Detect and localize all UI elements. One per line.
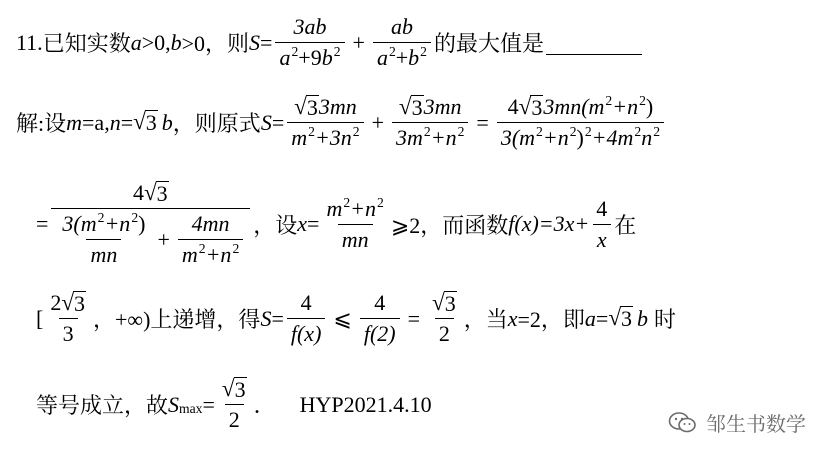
big-fraction: [51, 180, 250, 268]
nc: ): [645, 94, 654, 119]
plus: +: [371, 109, 385, 135]
den-mid: +9: [298, 45, 322, 70]
sq: 2: [605, 93, 613, 109]
var-S: S: [260, 109, 272, 135]
x-def: [322, 196, 387, 253]
sqrt: √ 3: [133, 108, 157, 136]
two-sqrt3-over-3: [46, 290, 90, 347]
s3d: 2: [435, 318, 454, 347]
fn: 4: [300, 290, 312, 315]
frac1-den: [275, 42, 344, 71]
dot: ．: [253, 393, 276, 418]
var-b: b: [637, 305, 649, 331]
den-mid: +: [395, 45, 409, 70]
sq: 2: [377, 194, 384, 210]
sq: 2: [388, 44, 396, 60]
var-a: a: [584, 305, 596, 331]
i2d: m: [181, 242, 198, 267]
conclusion-text: 等号成立，故: [36, 393, 169, 418]
sqrt3-over-2: [428, 290, 461, 347]
f-den: x: [593, 224, 611, 253]
two: 2: [50, 290, 62, 315]
fx: (x)=3x+: [514, 211, 590, 236]
var-x: x: [297, 211, 308, 236]
i1c: ): [138, 211, 146, 236]
sq: 2: [308, 124, 315, 140]
var-n: n: [109, 109, 121, 135]
sq: 2: [634, 124, 642, 140]
radicand: 3: [411, 95, 423, 120]
dp: +3n: [314, 125, 352, 150]
var-b: b: [170, 29, 182, 55]
fd2: f(2): [360, 318, 400, 347]
date-tag: HYP2021.4.10: [299, 391, 432, 417]
radicand: 3: [234, 377, 246, 402]
xp: +n: [350, 195, 377, 221]
var-m: m: [66, 109, 83, 135]
sq: 2: [131, 210, 139, 226]
inner-frac-1: [58, 211, 149, 268]
s3n: √ 3: [432, 289, 456, 316]
eq: =: [271, 109, 285, 135]
d: 3m: [396, 125, 423, 150]
solution-head: 解:设: [16, 111, 67, 136]
eq: =: [407, 305, 421, 331]
i1-den: mn: [86, 239, 121, 268]
time: 时: [654, 307, 677, 332]
i2p: +n: [205, 242, 232, 267]
var-b: b: [161, 109, 173, 135]
xd-num: [322, 196, 387, 224]
frac2-den: [373, 42, 431, 71]
dp: +n: [430, 125, 457, 150]
fA-num: √ 3 3mn: [294, 93, 357, 120]
var-x: x: [507, 305, 518, 331]
f-num: 4: [596, 195, 608, 221]
watermark: [668, 408, 806, 437]
mn: 3mn: [318, 94, 357, 119]
sq: 2: [198, 241, 206, 257]
xd-den: mn: [338, 224, 373, 253]
sq: 2: [420, 44, 427, 60]
frac-B: [392, 94, 468, 151]
i1n: 3(m: [62, 211, 97, 236]
sq: 2: [653, 124, 661, 140]
ge2: ⩾2，而函数: [390, 212, 509, 238]
i2-num: 4mn: [191, 211, 230, 236]
i2-den: [178, 239, 243, 268]
inner-frac-2: [178, 211, 243, 268]
np: 3mn(m: [543, 94, 605, 119]
eq: =: [36, 211, 49, 236]
when: ，当: [463, 307, 508, 332]
problem-line: [16, 14, 642, 71]
solution-line-3: [36, 290, 676, 347]
var-S: S: [168, 391, 180, 417]
fB-den: [392, 122, 468, 151]
radicand: 3: [74, 291, 86, 316]
fn2: 4: [374, 290, 386, 315]
fraction-1: [275, 14, 344, 71]
radicand: 3: [444, 291, 456, 316]
sq: 2: [352, 124, 360, 140]
npl: +n: [612, 94, 639, 119]
eq-a: =a,: [82, 109, 110, 135]
sq: 2: [291, 44, 299, 60]
eq: =: [595, 305, 609, 331]
radicand: 3: [156, 181, 168, 206]
sqrt3-over-2-final: [218, 376, 251, 433]
problem-prompt: 已知实数: [42, 31, 131, 56]
fd: f(x): [287, 318, 326, 347]
radicand: 3: [306, 95, 318, 120]
sq: 2: [343, 194, 351, 210]
plus: +: [157, 226, 170, 252]
plus: +: [352, 29, 365, 55]
eq: =: [271, 305, 284, 331]
fraction-2: [373, 14, 431, 71]
solution-line-4: [36, 376, 432, 433]
four-over-x: [592, 196, 611, 253]
radicand: 3: [531, 95, 543, 120]
problem-tail: 的最大值是: [433, 31, 544, 56]
sq: 2: [457, 124, 465, 140]
den-a: a: [376, 45, 388, 70]
equals: =: [260, 29, 273, 55]
eq: =: [202, 391, 215, 417]
den-b: b: [408, 45, 420, 70]
sq: 2: [569, 124, 577, 140]
big-num: 4 √ 3: [132, 179, 168, 206]
sq: 2: [232, 241, 240, 257]
set-x: ，设: [253, 212, 298, 238]
watermark-text: 邹生书数学: [706, 412, 806, 436]
sq: 2: [97, 210, 105, 226]
frac1-num: 3ab: [293, 14, 327, 39]
den-b: b: [321, 45, 333, 70]
var-a: a: [130, 29, 142, 55]
n4: 4: [507, 94, 519, 119]
lbr: [: [36, 305, 44, 331]
tsn: 2 √ 3: [50, 289, 86, 316]
tsd: 3: [59, 318, 78, 347]
fA-den: [287, 122, 363, 151]
four-over-f2: [360, 290, 400, 347]
le: ⩽: [333, 305, 352, 331]
four-over-fx: [287, 290, 326, 347]
cond-a: >0,: [141, 29, 171, 55]
dn: n: [641, 125, 653, 150]
sqrt: √ 3: [608, 304, 633, 332]
problem-number: 11.: [16, 29, 43, 55]
then: ，则原式: [172, 111, 261, 136]
radicand: 3: [145, 110, 157, 136]
wechat-icon: [668, 411, 698, 435]
big-den: [51, 208, 250, 268]
frac2-num: ab: [390, 14, 413, 39]
zai: 在: [614, 212, 637, 238]
xn: m: [326, 195, 343, 221]
solution-line-2: [36, 180, 636, 268]
cond-b: >0，则: [181, 31, 250, 56]
dplus: +n: [542, 125, 569, 150]
eq: =: [307, 211, 320, 236]
answer-blank: [546, 30, 642, 55]
eq: =: [476, 109, 489, 135]
fin-num: √ 3: [221, 375, 246, 402]
n4: 4: [132, 180, 144, 205]
sub-max: max: [179, 401, 203, 417]
dtail: +4m: [591, 125, 634, 150]
den-a: a: [279, 45, 291, 70]
sq: 2: [639, 93, 646, 109]
dclose: ): [576, 125, 584, 150]
i1p: +n: [104, 211, 131, 236]
inf: ，+∞)上递增，得: [93, 307, 261, 332]
mn: 3mn: [423, 94, 462, 119]
eq: =: [120, 109, 134, 135]
var-f: f: [508, 211, 515, 236]
sq: 2: [536, 124, 543, 140]
i1-num: [58, 211, 149, 239]
sq: 2: [333, 44, 341, 60]
sq: 2: [423, 124, 431, 140]
var-S: S: [260, 305, 272, 331]
frac-C: [497, 94, 664, 151]
fB-num: √ 3 3mn: [398, 93, 462, 120]
dpre: 3(m: [500, 125, 536, 150]
fC-den: [497, 122, 664, 151]
d: m: [291, 125, 308, 150]
var-S: S: [249, 29, 261, 55]
sq: 2: [584, 124, 592, 140]
solution-line-1: [16, 94, 667, 151]
x-eq: =2，即: [517, 307, 585, 332]
radicand: 3: [621, 306, 633, 332]
fin-den: 2: [225, 404, 244, 433]
frac-A: [287, 94, 363, 151]
fC-num: 4 √ 3 $3mn(m^2+n^2)$: [507, 93, 654, 120]
